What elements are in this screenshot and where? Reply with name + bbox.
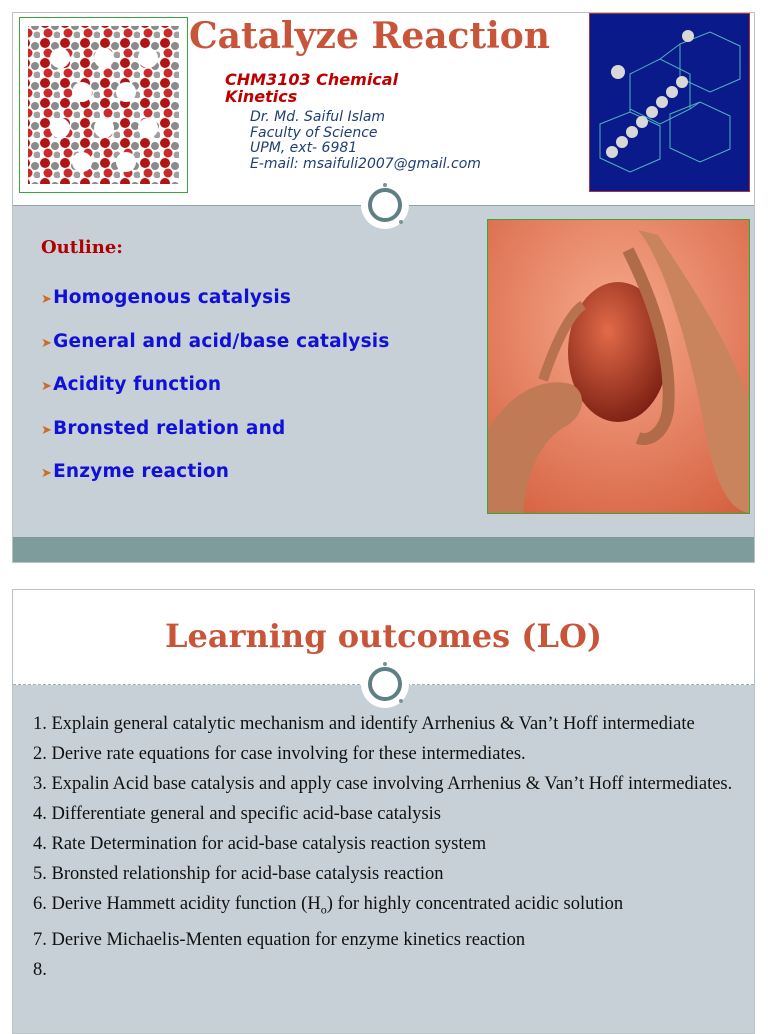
ring-ornament-icon: [368, 667, 402, 701]
list-item: ➤Bronsted relation and: [41, 417, 286, 439]
list-item: 3. Expalin Acid base catalysis and apply case involving Arrhenius & Van’t Hoff intermediates.: [33, 774, 733, 794]
arrow-bullet-icon: ➤: [41, 335, 53, 351]
list-item: 6. Derive Hammett acidity function $(H_o)$ for highly concentrated acidic solution: [33, 894, 624, 917]
ornament-dot-icon: [399, 699, 403, 703]
subscript: o: [320, 902, 327, 917]
slide-title: Catalyze Reaction: [189, 15, 550, 57]
outline-heading: Outline:: [41, 237, 123, 258]
email-address: E-mail: msaifuli2007@gmail.com: [250, 155, 481, 172]
contact-extension: UPM, ext- 6981: [250, 140, 358, 156]
list-item: 4. Rate Determination for acid-base catalysis reaction system: [33, 834, 487, 854]
list-item: ➤Enzyme reaction: [41, 461, 230, 483]
list-item: 2. Derive rate equations for case involving for these intermediates.: [33, 744, 526, 764]
arrow-bullet-icon: ➤: [41, 292, 53, 307]
list-item: 7. Derive Michaelis-Menten equation for enzyme kinetics reaction: [33, 929, 526, 950]
course-name: CHM3103 Chemical Kinetics: [225, 70, 399, 106]
hands-holding-ball-image: [487, 219, 750, 514]
faculty-name: Faculty of Science: [250, 124, 378, 141]
ring-ornament-icon: [368, 188, 402, 222]
arrow-bullet-icon: ➤: [41, 466, 53, 482]
ornament-dot-icon: [383, 183, 387, 187]
learning-outcomes-list: [33, 711, 733, 987]
list-item: ➤Acidity function: [41, 374, 222, 396]
list-item: 4. Differentiate general and specific acid-base catalysis: [33, 804, 442, 824]
list-item: 1. Explain general catalytic mechanism and identify Arrhenius & Van’t Hoff intermediate: [33, 714, 695, 734]
list-item: 8.: [33, 959, 47, 980]
slide-title: Learning outcomes (LO): [165, 617, 602, 655]
ornament-dot-icon: [383, 662, 387, 666]
slide-catalyze-reaction: [12, 12, 755, 563]
slide-learning-outcomes: [12, 589, 755, 1034]
slide-footer-band: [13, 537, 754, 562]
list-item: ➤General and acid/base catalysis: [41, 330, 390, 352]
arrow-bullet-icon: ➤: [41, 379, 53, 395]
zeolite-structure-image: [19, 17, 188, 193]
list-item: 5. Bronsted relationship for acid-base catalysis reaction: [33, 864, 444, 884]
instructor-info: [250, 110, 481, 172]
molecular-framework-image: [589, 13, 750, 192]
instructor-name: Dr. Md. Saiful Islam: [250, 109, 386, 125]
outline-list: [41, 287, 390, 505]
list-item: ➤Homogenous catalysis: [41, 287, 292, 308]
ornament-dot-icon: [399, 220, 403, 224]
arrow-bullet-icon: ➤: [41, 422, 53, 438]
